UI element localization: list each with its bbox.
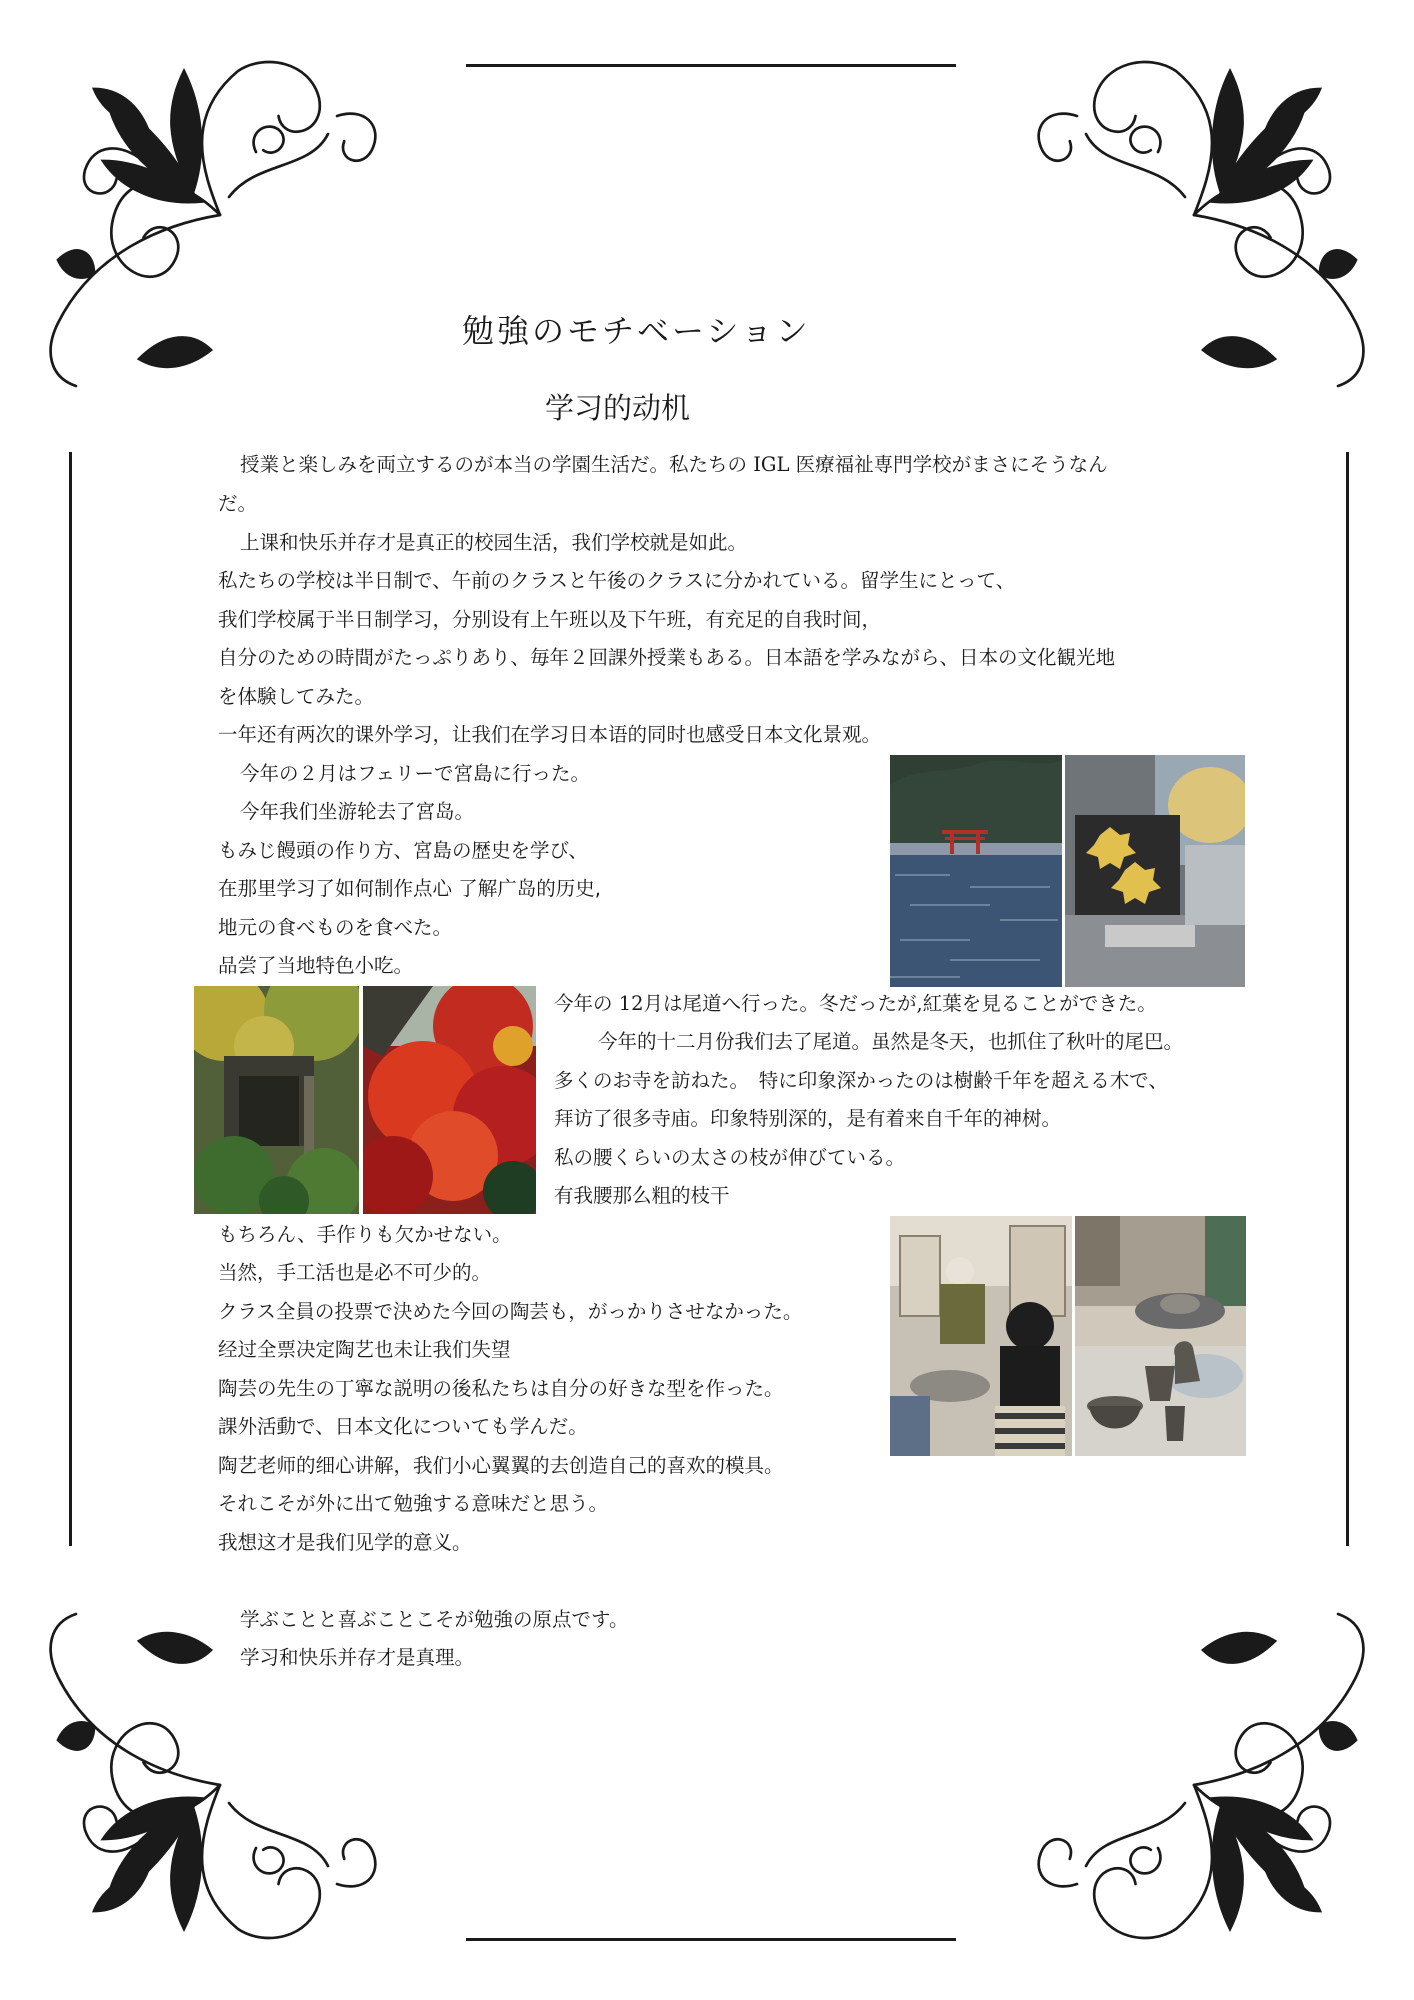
intro-line: 私たちの学校は半日制で、午前のクラスと午後のクラスに分かれている。留学生にとって、	[218, 569, 1016, 592]
pottery-wheel-photo	[1075, 1216, 1246, 1456]
miyajima-line: 品尝了当地特色小吃。	[218, 954, 414, 977]
torii-sea-photo	[890, 755, 1062, 987]
onomichi-line: 有我腰那么粗的枝干	[554, 1184, 730, 1207]
ornament-bottom-right	[1014, 1605, 1374, 1965]
page-title: 勉強のモチベーション	[462, 312, 811, 350]
onomichi-line: 拜访了很多寺庙。印象特别深的，是有着来自千年的神树。	[554, 1107, 1062, 1130]
intro-line: だ。	[218, 492, 258, 515]
pottery-line: 经过全票决定陶艺也未让我们失望	[218, 1338, 511, 1361]
intro-line: を体験してみた。	[218, 685, 375, 708]
page-subtitle: 学习的动机	[545, 391, 691, 425]
onomichi-line: 今年の 12月は尾道へ行った。冬だったが,紅葉を見ることができた。	[554, 992, 1157, 1015]
pottery-line: もちろん、手作りも欠かせない。	[218, 1223, 512, 1246]
left-rule	[69, 452, 72, 1546]
miyajima-line: もみじ饅頭の作り方、宮島の歴史を学び、	[218, 839, 588, 862]
red-maple-photo	[363, 986, 536, 1214]
miyajima-line: 今年我们坐游轮去了宮岛。	[240, 800, 475, 823]
pottery-line: 陶艺老师的细心讲解，我们小心翼翼的去创造自己的喜欢的模具。	[218, 1454, 784, 1477]
bottom-rule	[466, 1938, 956, 1941]
pottery-class-photo	[890, 1216, 1072, 1456]
pottery-line: クラス全員の投票で決めた今回の陶芸も，がっかりさせなかった。	[218, 1300, 803, 1323]
intro-line: 一年还有两次的课外学习，让我们在学习日本语的同时也感受日本文化景观。	[218, 723, 882, 746]
pottery-line: 陶芸の先生の丁寧な説明の後私たちは自分の好きな型を作った。	[218, 1377, 784, 1400]
pottery-line: 課外活動で、日本文化についても学んだ。	[218, 1415, 588, 1438]
intro-line: 上课和快乐并存才是真正的校园生活，我们学校就是如此。	[240, 531, 748, 554]
momiji-manju-photo	[1065, 755, 1245, 987]
miyajima-line: 今年の２月はフェリーで宮島に行った。	[240, 762, 591, 785]
miyajima-line: 在那里学习了如何制作点心 了解广岛的历史,	[218, 877, 601, 900]
intro-line: 我们学校属于半日制学习，分别设有上午班以及下午班，有充足的自我时间，	[218, 608, 882, 631]
intro-line: 自分のための時間がたっぷりあり、毎年２回課外授業もある。日本語を学みながら、日本の文化観光地	[218, 646, 1116, 669]
ornament-top-left	[40, 35, 400, 395]
onomichi-line: 私の腰くらいの太さの枝が伸びている。	[554, 1146, 906, 1169]
closing-line: 学习和快乐并存才是真理。	[240, 1646, 475, 1669]
right-rule	[1346, 452, 1349, 1546]
miyajima-line: 地元の食べものを食べた。	[218, 916, 453, 939]
onomichi-line: 多くのお寺を訪ねた。 特に印象深かったのは樹齢千年を超える木で、	[554, 1069, 1168, 1092]
closing-line: 学ぶことと喜ぶことこそが勉強の原点です。	[240, 1608, 629, 1631]
temple-garden-photo	[194, 986, 359, 1214]
pottery-line: 当然，手工活也是必不可少的。	[218, 1261, 492, 1284]
pottery-line: 我想这才是我们见学的意义。	[218, 1531, 472, 1554]
intro-line: 授業と楽しみを両立するのが本当の学園生活だ。私たちの IGL 医療福祉専門学校がまさにそうなん	[240, 453, 1108, 476]
top-rule	[466, 64, 956, 67]
ornament-top-right	[1014, 35, 1374, 395]
pottery-line: それこそが外に出て勉強する意味だと思う。	[218, 1492, 609, 1515]
onomichi-line: 今年的十二月份我们去了尾道。虽然是冬天，也抓住了秋叶的尾巴。	[598, 1030, 1184, 1053]
